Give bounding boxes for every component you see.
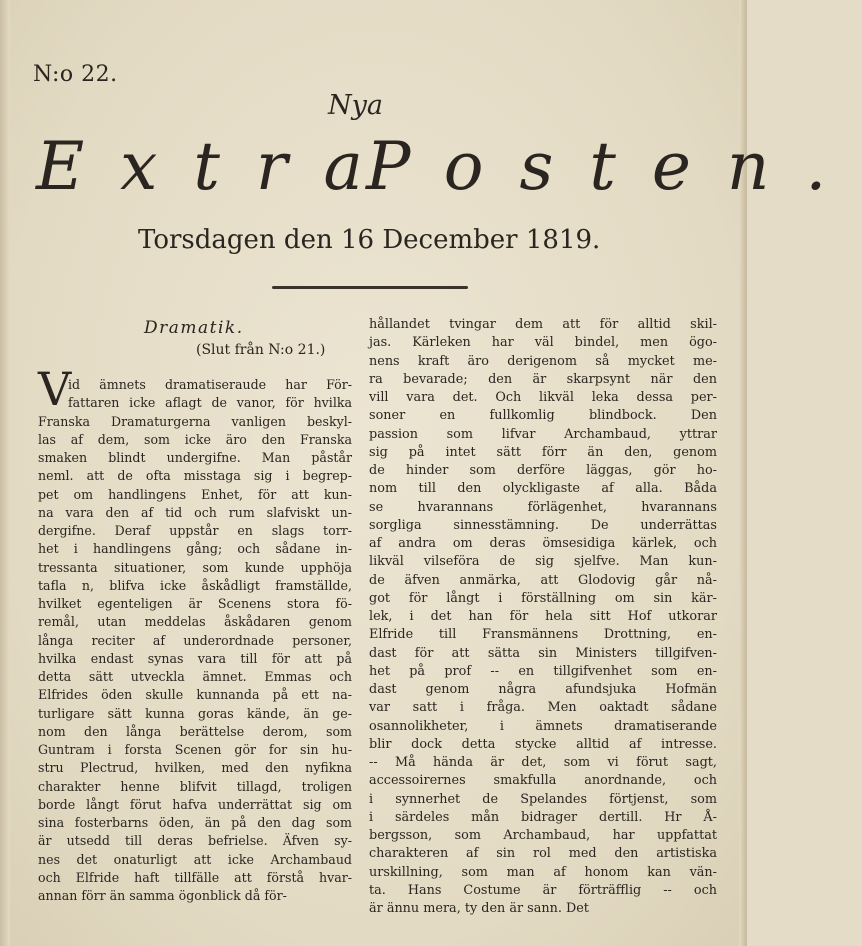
text-line: na vara den af tid och rum slafviskt un- — [38, 504, 352, 520]
text-line: vill vara det. Och likväl leka dessa per- — [369, 390, 717, 405]
text-line: sina fosterbarns öden, än på den dag som — [38, 815, 352, 830]
text-line: remål, utan meddelas åskådaren genom — [38, 614, 352, 630]
text-line: nens kraft äro derigenom så mycket me- — [369, 353, 717, 369]
text-line: Elfrides öden skulle kunnanda på ett na- — [38, 687, 352, 703]
text-line: långa reciter af underordnade personer, — [38, 632, 352, 648]
text-line: Elfride till Fransmännens Drottning, en- — [369, 627, 717, 643]
text-line: i särdeles mån bidrager dertill. Hr Å- — [369, 809, 717, 825]
text-line: likväl vilseföra de sig sjelfve. Man kun- — [369, 554, 717, 570]
text-line: jas. Kärleken har väl bindel, men ögo- — [369, 335, 717, 351]
text-line: passion som lifvar Archambaud, yttrar — [369, 426, 717, 442]
text-line: i synnerhet de Spelandes förtjenst, som — [369, 791, 717, 807]
text-line: sig på intet sätt förr än den, genom — [369, 444, 717, 460]
text-line: borde långt förut hafva underrättat sig om — [38, 796, 352, 812]
text-line: hvilka endast synas vara till för att på — [38, 650, 352, 666]
text-line: neml. att de ofta misstaga sig i begrep- — [38, 468, 352, 484]
text-line: accessoirernes smakfulla anordnande, och — [369, 773, 717, 789]
section-title: Dramatik. — [144, 318, 244, 338]
text-line: het på prof -- en tillgifvenhet som en- — [369, 663, 717, 679]
text-line: hållandet tvingar dem att för alltid skil- — [369, 317, 717, 332]
text-line: fattaren icke aflagt de vanor, för hvilka — [68, 395, 352, 411]
text-line: lek, i det han för hela sitt Hof utkorar — [369, 609, 717, 624]
drop-cap: V — [38, 362, 72, 416]
text-line: dast genom några afundsjuka Hofmän — [369, 682, 717, 697]
continuation-note: (Slut från N:o 21.) — [196, 342, 326, 358]
text-line: smaken blindt undergifne. Man påstår — [38, 450, 352, 465]
text-line: af andra om deras ömsesidiga kärlek, och — [369, 536, 717, 551]
text-line: tafla n, blifva icke åskådligt framställde, — [38, 577, 352, 593]
text-line: bergsson, som Archambaud, har uppfattat — [369, 828, 717, 843]
text-line: nom till den olyckligaste af alla. Båda — [369, 481, 717, 497]
text-line: nes det onaturligt att icke Archambaud — [38, 851, 352, 867]
dateline: Torsdagen den 16 December 1819. — [138, 225, 601, 255]
text-line: osannolikheter, i ämnets dramatiserande — [369, 718, 717, 734]
text-line: tressanta situationer, som kunde upphöja — [38, 559, 352, 575]
text-line: urskillning, som man af honom kan vän- — [369, 864, 717, 880]
left-column-text — [38, 376, 352, 905]
text-line: got för långt i förställning om sin kär- — [369, 590, 717, 606]
text-line: dast för att sätta sin Ministers tillgifven- — [369, 645, 717, 661]
text-line: nom den långa berättelse derom, som — [38, 723, 352, 739]
text-line: Franska Dramaturgerna vanligen beskyl- — [38, 413, 352, 429]
masthead-nya: Nya — [328, 90, 383, 121]
text-line: pet om handlingens Enhet, för att kun- — [38, 486, 352, 502]
text-line: het i handlingens gång; och sådane in- — [38, 541, 352, 557]
text-line: charakter henne blifvit tillagd, troligen — [38, 778, 352, 794]
text-line: de hinder som derföre läggas, gör ho- — [369, 463, 717, 478]
text-line: detta sätt utveckla ämnet. Emmas och — [38, 669, 352, 684]
text-line: id ämnets dramatiseraude har För- — [68, 377, 352, 392]
column-right — [369, 316, 717, 918]
text-line: hvilket egenteligen är Scenens stora fö- — [38, 596, 352, 611]
text-line: de äfven anmärka, att Glodovig går nå- — [369, 572, 717, 588]
text-line: ra bevarade; den är skarpsynt när den — [369, 371, 717, 387]
text-line: soner en fullkomlig blindbock. Den — [369, 408, 717, 424]
masthead-title-word-2: Posten. — [366, 128, 862, 205]
text-line: annan förr än samma ögonblick då för- — [38, 888, 287, 903]
issue-number: N:o 22. — [33, 62, 118, 87]
text-line: är ännu mera, ty den är sann. Det — [369, 901, 589, 916]
text-line: -- Må hända är det, som vi förut sagt, — [369, 755, 717, 770]
text-line: dergifne. Deraf uppstår en slags torr- — [38, 523, 352, 538]
text-line: stru Plectrud, hvilken, med den nyfikna — [38, 760, 352, 776]
right-column-text — [369, 316, 717, 918]
text-line: turligare sätt kunna goras kände, än ge- — [38, 705, 352, 721]
masthead-title-word-1: Extra — [36, 128, 399, 205]
page-edge-left — [0, 0, 10, 946]
text-line: Guntram i forsta Scenen gör for sin hu- — [38, 742, 352, 757]
text-line: se hvarannans förlägenhet, hvarannans — [369, 499, 717, 515]
text-line: ta. Hans Costume är förträfflig -- och — [369, 882, 717, 898]
text-line: och Elfride haft tillfälle att förstå hvar- — [38, 869, 352, 885]
text-line: las af dem, som icke äro den Franska — [38, 431, 352, 447]
header-rule — [272, 286, 468, 289]
text-line: är utsedd till deras befrielse. Äfven sy- — [38, 833, 352, 849]
text-line: var satt i fråga. Men oaktadt sådane — [369, 700, 717, 716]
text-line: sorgliga sinnesstämning. De underrättas — [369, 517, 717, 533]
text-line: charakteren af sin rol med den artistiska — [369, 846, 717, 862]
text-line: blir dock detta stycke alltid af intresse. — [369, 736, 717, 752]
